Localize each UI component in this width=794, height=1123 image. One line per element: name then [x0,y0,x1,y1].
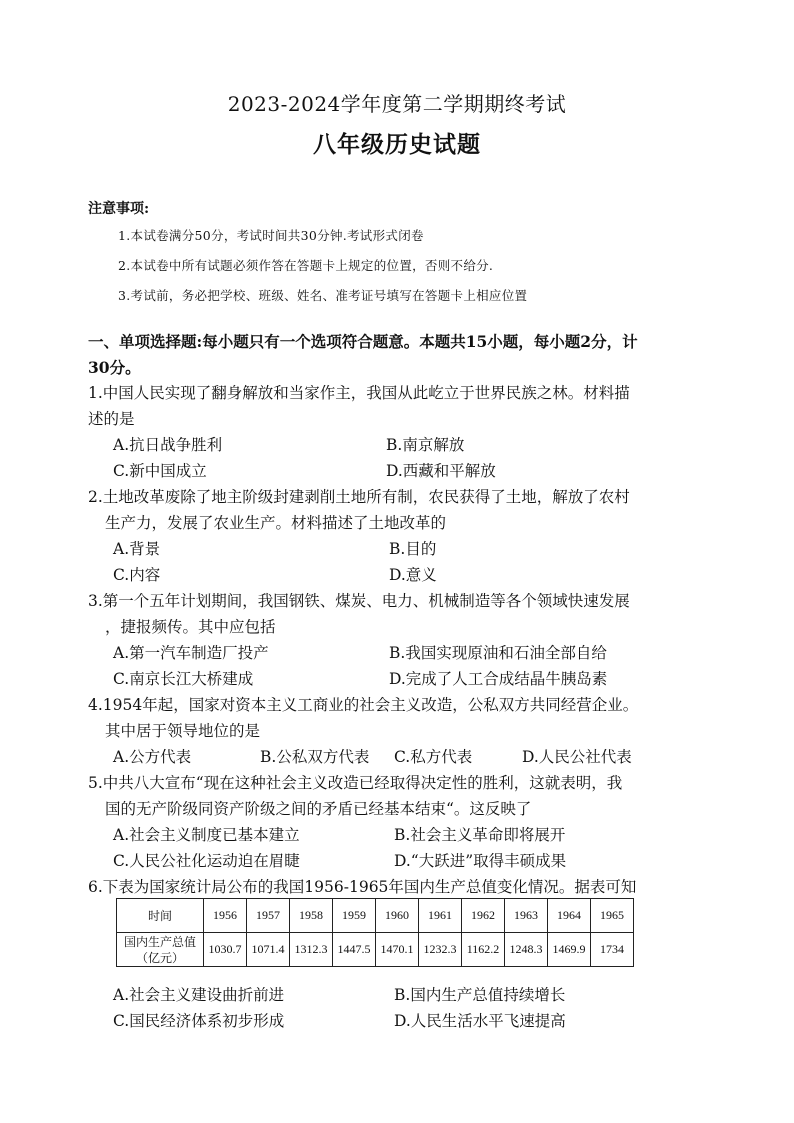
q6-option-a: A.社会主义建设曲折前进 [113,986,285,1004]
q5-option-d: D.“大跃进”取得丰硕成果 [394,852,567,870]
q1-option-b: B.南京解放 [386,436,465,454]
table-year-cell: 1961 [419,899,462,933]
table-value-cell: 1469.9 [548,933,591,967]
notes-heading: 注意事项: [88,201,150,217]
q4-option-c: C.私方代表 [394,748,473,766]
table-row [117,933,634,967]
table-value-cell: 1162.2 [462,933,505,967]
exam-title: 2023-2024学年度第二学期期终考试 [227,92,567,116]
section-heading-line2: 30分。 [88,358,141,377]
q3-option-c: C.南京长江大桥建成 [113,670,254,688]
q1-option-c: C.新中国成立 [113,462,207,480]
question-1-stem-line1: 1.中国人民实现了翻身解放和当家作主，我国从此屹立于世界民族之林。材料描 [88,384,630,402]
table-value-cell: 1071.4 [247,933,290,967]
question-3-stem-line1: 3.第一个五年计划期间，我国钢铁、煤炭、电力、机械制造等各个领域快速发展 [88,592,630,610]
q3-option-d: D.完成了人工合成结晶牛胰岛素 [389,670,608,688]
table-year-cell: 1960 [376,899,419,933]
q5-option-c: C.人民公社化运动迫在眉睫 [113,852,300,870]
q4-option-d: D.人民公社代表 [522,748,632,766]
question-1-stem-line2: 述的是 [88,410,135,428]
note-item-1: 1.本试卷满分50分，考试时间共30分钟.考试形式闭卷 [118,228,424,243]
table-header-gdp-label: 国内生产总值 [123,934,196,949]
q5-option-a: A.社会主义制度已基本建立 [113,826,300,844]
gdp-table [116,898,634,967]
table-year-cell: 1965 [591,899,634,933]
table-year-cell: 1957 [247,899,290,933]
q3-option-b: B.我国实现原油和石油全部自给 [389,644,607,662]
table-header-time: 时间 [117,899,204,933]
table-year-cell: 1959 [333,899,376,933]
table-header-gdp-unit: （亿元） [135,950,184,965]
q6-option-c: C.国民经济体系初步形成 [113,1012,285,1030]
question-6-stem-line1: 6.下表为国家统计局公布的我国1956-1965年国内生产总值变化情况。据表可知 [88,878,637,896]
section-heading-line1: 一、单项选择题:每小题只有一个选项符合题意。本题共15小题，每小题2分，计 [88,332,638,351]
table-year-cell: 1964 [548,899,591,933]
table-row [117,899,634,933]
question-3-stem-line2: ，捷报频传。其中应包括 [105,618,276,636]
q6-option-b: B.国内生产总值持续增长 [394,986,566,1004]
table-value-cell: 1232.3 [419,933,462,967]
q2-option-d: D.意义 [389,566,437,584]
table-value-cell: 1312.3 [290,933,333,967]
q5-option-b: B.社会主义革命即将展开 [394,826,566,844]
q3-option-a: A.第一汽车制造厂投产 [113,644,269,662]
table-value-cell: 1447.5 [333,933,376,967]
question-5-stem-line2: 国的无产阶级同资产阶级之间的矛盾已经基本结束“。这反映了 [105,800,532,818]
q1-option-a: A.抗日战争胜利 [113,436,223,454]
table-year-cell: 1956 [204,899,247,933]
q2-option-b: B.目的 [389,540,437,558]
q1-option-d: D.西藏和平解放 [386,462,496,480]
table-year-cell: 1963 [505,899,548,933]
q4-option-a: A.公方代表 [113,748,192,766]
question-4-stem-line1: 4.1954年起，国家对资本主义工商业的社会主义改造，公私双方共同经营企业。 [88,696,639,714]
q2-option-a: A.背景 [113,540,161,558]
table-value-cell: 1030.7 [204,933,247,967]
question-5-stem-line1: 5.中共八大宣布“现在这种社会主义改造已经取得决定性的胜利，这就表明，我 [88,774,623,792]
table-header-gdp [117,933,204,967]
note-item-3: 3.考试前，务必把学校、班级、姓名、准考证号填写在答题卡上相应位置 [118,288,528,303]
table-value-cell: 1248.3 [505,933,548,967]
note-item-2: 2.本试卷中所有试题必须作答在答题卡上规定的位置，否则不给分. [118,258,494,273]
question-4-stem-line2: 其中居于领导地位的是 [105,722,261,740]
q2-option-c: C.内容 [113,566,161,584]
q4-option-b: B.公私双方代表 [260,748,370,766]
question-2-stem-line2: 生产力，发展了农业生产。材料描述了土地改革的 [105,514,447,532]
table-value-cell: 1470.1 [376,933,419,967]
table-year-cell: 1962 [462,899,505,933]
exam-subtitle: 八年级历史试题 [313,131,481,158]
question-2-stem-line1: 2.土地改革废除了地主阶级封建剥削土地所有制，农民获得了土地，解放了农村 [88,488,630,506]
table-year-cell: 1958 [290,899,333,933]
q6-option-d: D.人民生活水平飞速提高 [394,1012,566,1030]
table-value-cell: 1734 [591,933,634,967]
